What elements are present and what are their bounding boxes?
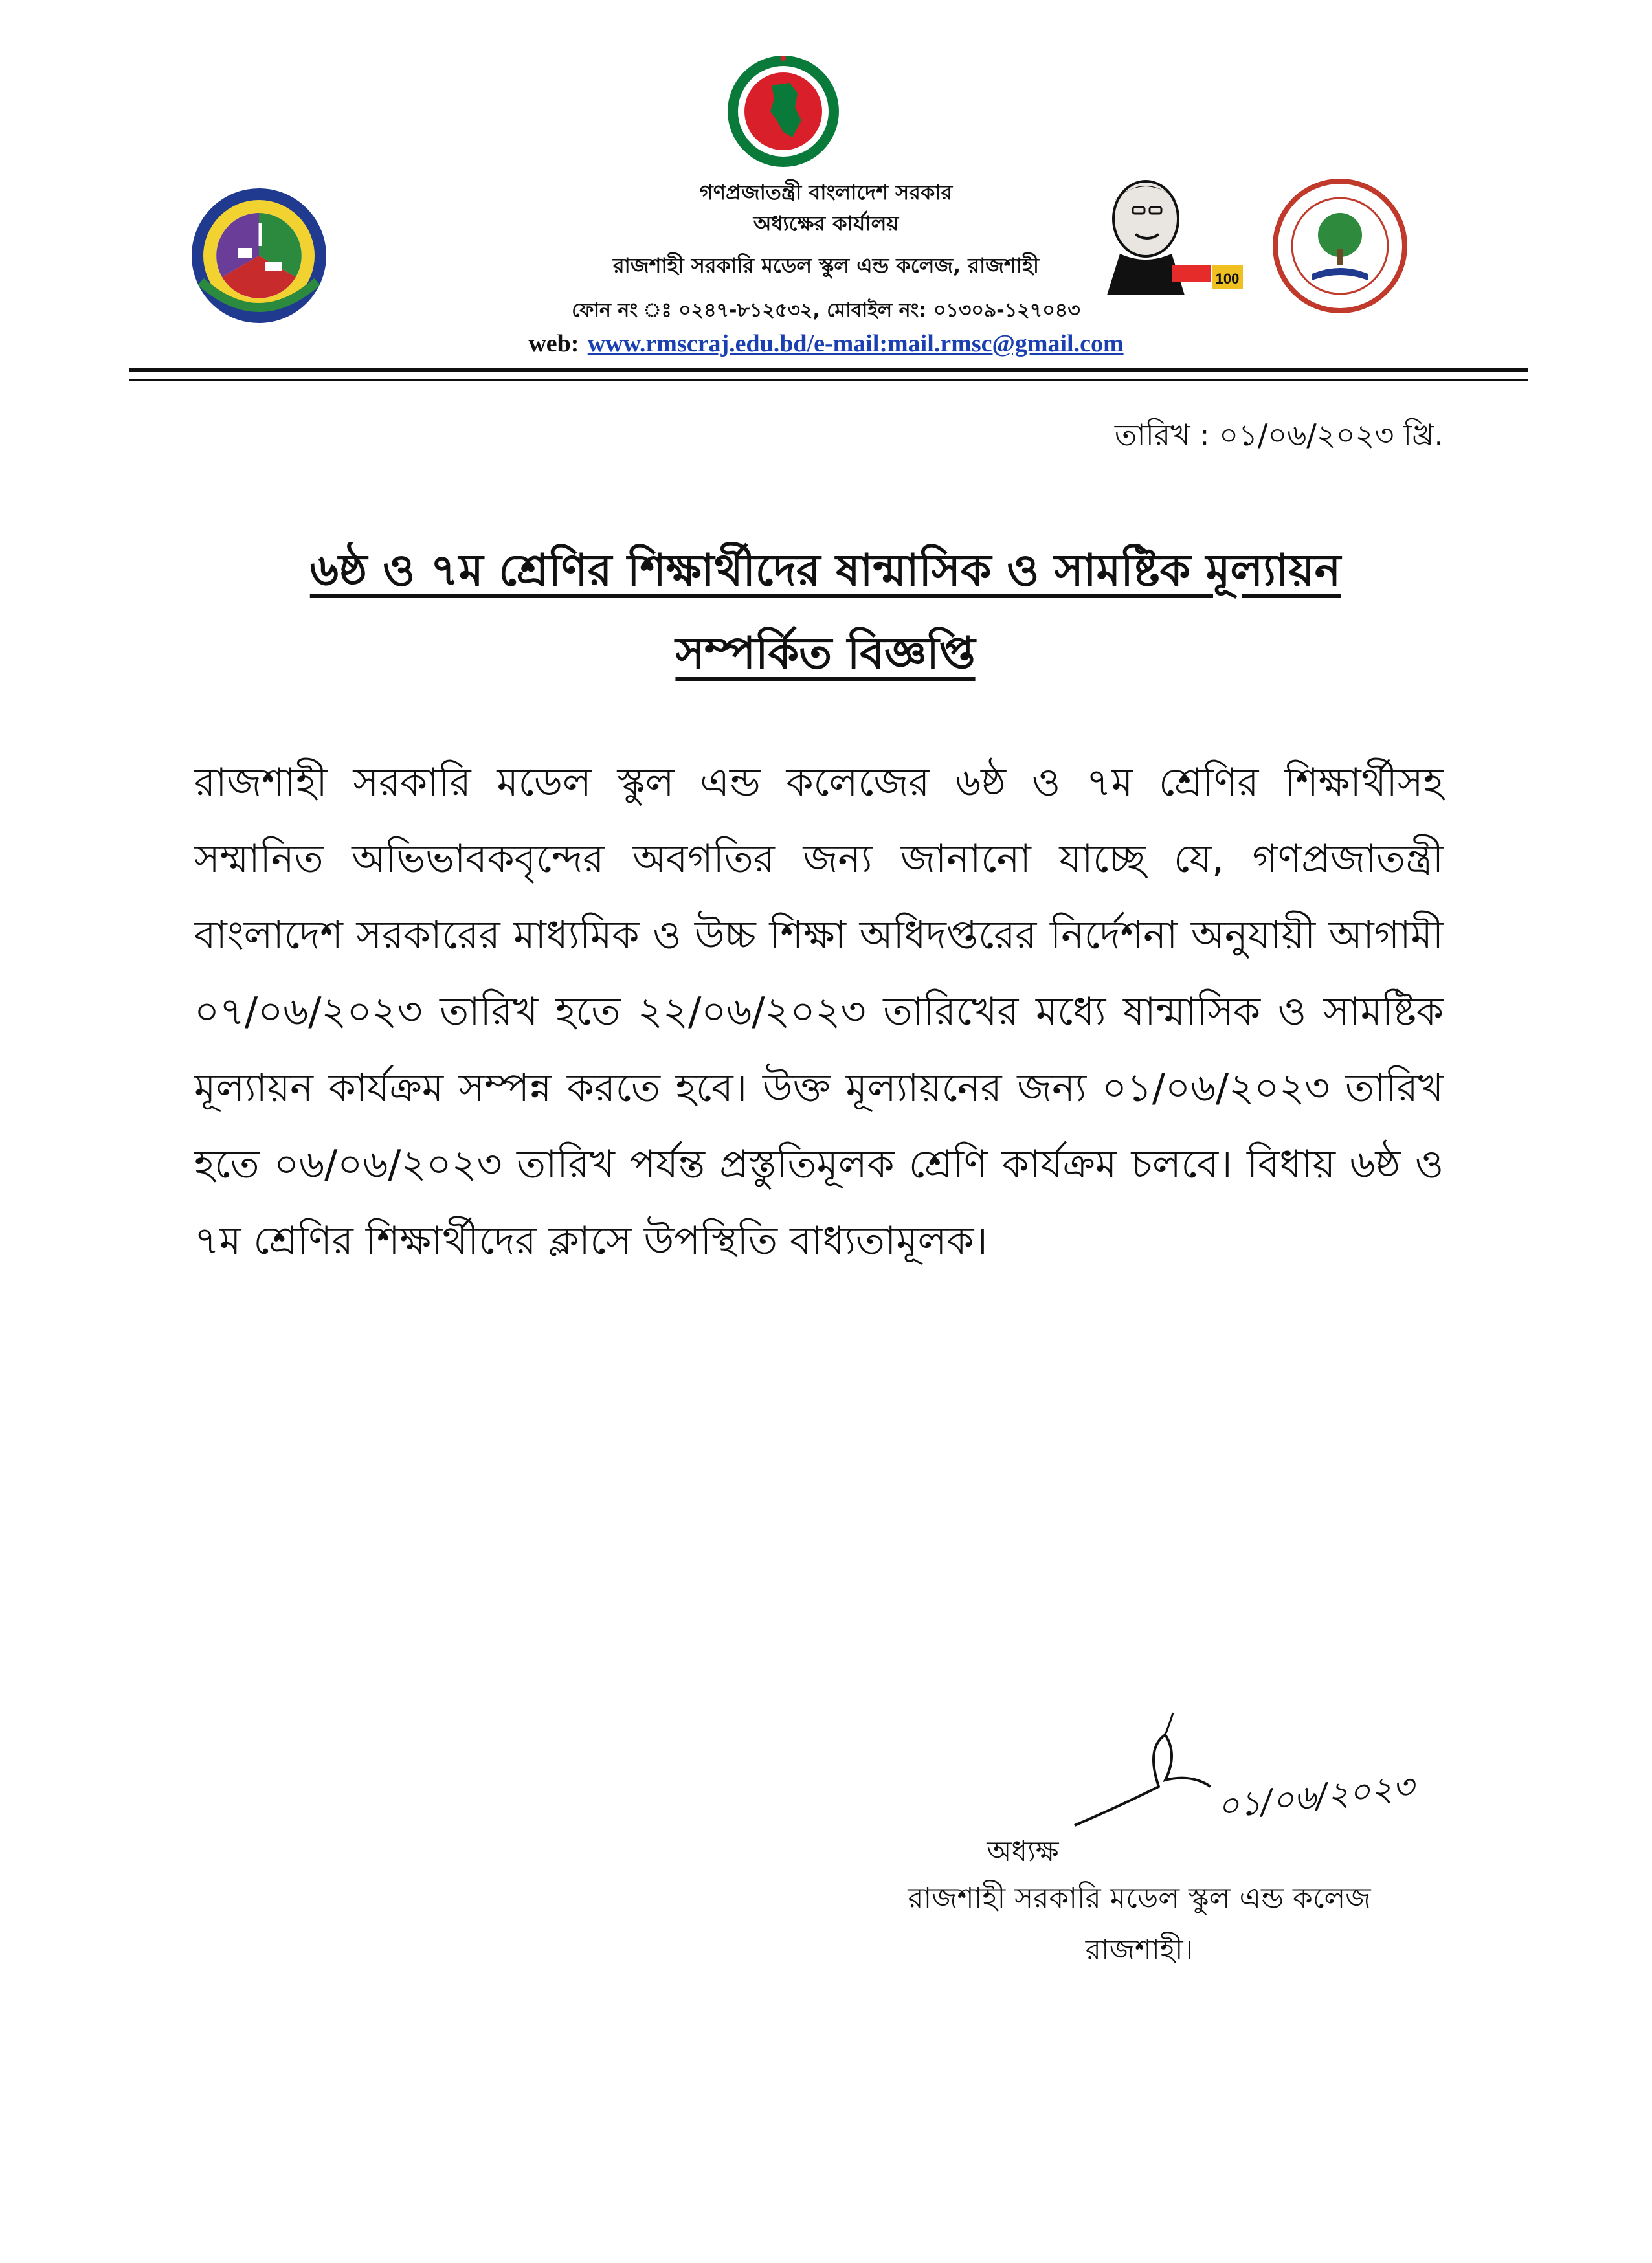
govt-line: গণপ্রজাতন্ত্রী বাংলাদেশ সরকার — [699, 180, 953, 205]
handwritten-date: ০১/০৬/২০২৩ — [1215, 1767, 1416, 1827]
header-rule-thin — [129, 379, 1528, 381]
website-link[interactable]: www.rmscraj.edu.bd/e-mail:mail.rmsc@gmail.com — [587, 330, 1124, 357]
notice-title — [168, 530, 1482, 695]
signature-institution: রাজশাহী সরকারি মডেল স্কুল এন্ড কলেজ — [908, 1882, 1371, 1915]
title-line-1: ৬ষ্ঠ ও ৭ম শ্রেণির শিক্ষার্থীদের ষান্মাসিক ও সামষ্টিক মূল্যায়ন — [309, 545, 1341, 596]
institution-line: রাজশাহী সরকারি মডেল স্কুল এন্ড কলেজ, রাজশাহী — [612, 253, 1040, 278]
office-line: অধ্যক্ষের কার্যালয় — [753, 211, 899, 236]
notice-body: রাজশাহী সরকারি মডেল স্কুল এন্ড কলেজের ৬ষ্ঠ ও ৭ম শ্রেণির শিক্ষার্থীসহ সম্মানিত অভিভাবকবৃন্দের অবগতির জন্য জানানো যাচ্ছে যে, গণপ্রজাতন্ত্রী বাংলাদেশ সরকারের মাধ্যমিক ও উচ্চ শিক্ষা অধিদপ্তরের নির্দেশনা অনুযায়ী আগামী ০৭/০৬/২০২৩ তারিখ হতে ২২/০৬/২০২৩ তারিখের মধ্যে ষান্মাসিক ও সামষ্টিক মূল্যায়ন কার্যক্রম সম্পন্ন করতে হবে। উক্ত মূল্যায়নের জন্য ০১/০৬/২০২৩ তারিখ হতে ০৬/০৬/২০২৩ তারিখ পর্যন্ত প্রস্তুতিমূলক শ্রেণি কার্যক্রম চলবে। বিধায় ৬ষ্ঠ ও ৭ম শ্রেণির শিক্ষার্থীদের ক্লাসে উপস্থিতি বাধ্যতামূলক। — [194, 760, 1444, 1264]
signature-designation: অধ্যক্ষ — [987, 1835, 1059, 1868]
phone-line: ফোন নং ঃ ০২৪৭-৮১২৫৩২, মোবাইল নং: ০১৩০৯-১২৭০৪৩ — [572, 299, 1080, 322]
svg-text:100: 100 — [1215, 271, 1240, 287]
web-label: web: — [528, 330, 579, 357]
notice-date: তারিখ : ০১/০৬/২০২৩ খ্রি. — [1114, 418, 1444, 452]
title-line-2: সম্পর্কিত বিজ্ঞপ্তি — [675, 628, 976, 679]
signature-city: রাজশাহী। — [1085, 1934, 1194, 1967]
govt-seal-logo — [725, 53, 842, 170]
header-rule-thick — [129, 368, 1528, 372]
web-line — [0, 329, 1652, 358]
